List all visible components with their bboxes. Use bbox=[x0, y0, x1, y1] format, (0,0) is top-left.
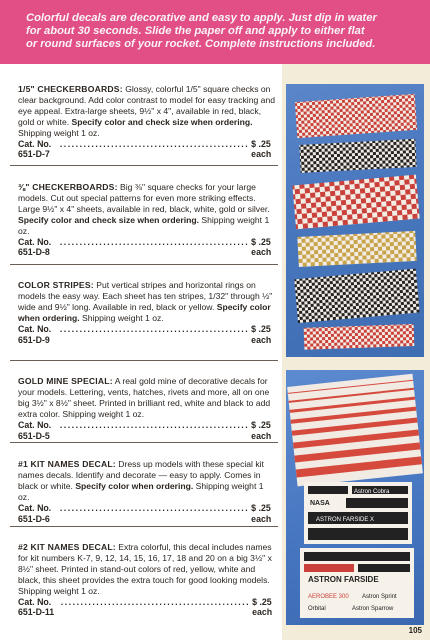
intro-banner bbox=[0, 0, 430, 64]
stripes-and-names-illustration bbox=[286, 370, 424, 625]
intro-line-2: for about 30 seconds. Slide the paper off and apply to either flat bbox=[26, 25, 365, 38]
product-title: 1/5" CHECKERBOARDS: bbox=[18, 84, 123, 94]
catalog-number: Cat. No. 651-D-8 bbox=[18, 236, 52, 258]
product-title: ⅜" CHECKERBOARDS: bbox=[18, 182, 118, 192]
catalog-number: Cat. No. 651-D-7 bbox=[18, 138, 52, 160]
leader-dots: ................................................ bbox=[59, 236, 250, 247]
product-title: GOLD MINE SPECIAL: bbox=[18, 376, 113, 386]
product-description: Extra colorful, this decal includes names for kit numbers K-7, 9, 12, 14, 15, 16, 17, 18 and 20 on a big 3½" x 8½" sheet. Printed in stand-out colors of red, yellow, white and black, this sheet provides the extra touch for good looking models. Shipping weight 1 oz. bbox=[18, 542, 272, 596]
catalog-line bbox=[18, 237, 276, 259]
product-order-note: Specify color and check size when ordering. bbox=[71, 116, 253, 127]
product-description: Glossy, colorful 1/5" square checks on clear background. Add color contrast to model for easy tracking and eye appeal. Extra-large sheets, 9½" x 4", available in red, black, gold or white. bbox=[18, 84, 275, 127]
decal-text-farside: ASTRON FARSIDE bbox=[308, 575, 379, 584]
decal-text-nasa: NASA bbox=[310, 500, 330, 507]
product-order-note: Specify color when ordering. bbox=[75, 480, 194, 491]
product-title: #1 KIT NAMES DECAL: bbox=[18, 459, 116, 469]
product-shipping: Shipping weight 1 oz. bbox=[18, 480, 264, 502]
product-description: A real gold mine of decorative decals for your models. Lettering, vents, hatches, rivets and more, all on one big 3½" x 8½" sheet. Printed in brilliant red, white and black to add extra color. Shipping weight 1 oz. bbox=[18, 376, 271, 419]
price: $ .25 each bbox=[251, 138, 272, 160]
product-checkerboard-3-8 bbox=[18, 182, 276, 258]
decal-text-aerobee: AEROBEE 300 bbox=[308, 594, 349, 600]
catalog-line bbox=[18, 324, 276, 346]
stripes-and-kit-names-photo bbox=[286, 370, 424, 625]
section-divider bbox=[10, 165, 278, 166]
leader-dots: ................................................ bbox=[59, 323, 250, 334]
catalog-number: Cat. No. 651-D-9 bbox=[18, 323, 52, 345]
black-checkerboard-sheet bbox=[299, 139, 416, 173]
decal-text-farside-x: ASTRON FARSIDE X bbox=[316, 517, 375, 523]
intro-line-1: Colorful decals are decorative and easy to apply. Just dip in water bbox=[26, 12, 377, 24]
price: $ .25 each bbox=[252, 596, 273, 618]
product-shipping: Shipping weight 1 oz. bbox=[18, 214, 270, 236]
catalog-line bbox=[18, 139, 276, 161]
decal-text-cobra: Astron Cobra bbox=[354, 489, 390, 495]
decal-text-sprint: Astron Sprint bbox=[362, 594, 397, 600]
price: $ .25 each bbox=[251, 502, 272, 524]
intro-line-3: or round surfaces of your rocket. Complete instructions included. bbox=[26, 38, 376, 51]
checkerboard-decals-illustration bbox=[286, 84, 424, 357]
section-divider bbox=[10, 360, 278, 361]
leader-dots: ................................................ bbox=[59, 419, 250, 430]
section-divider bbox=[10, 264, 278, 265]
price: $ .25 each bbox=[251, 419, 272, 441]
product-color-stripes bbox=[18, 280, 276, 345]
large-red-checkerboard-sheet bbox=[292, 175, 419, 230]
product-title: #2 KIT NAMES DECAL: bbox=[18, 542, 116, 552]
gold-checkerboard-sheet bbox=[297, 231, 416, 267]
product-kit-names-2 bbox=[18, 542, 276, 618]
color-stripes-sheet bbox=[287, 374, 423, 487]
black-checkerboard-sheet-2 bbox=[294, 269, 419, 323]
catalog-number: Cat. No. 651-D-11 bbox=[18, 596, 55, 618]
product-shipping: Shipping weight 1 oz. bbox=[18, 127, 100, 138]
kit-names-decal-sheet-1 bbox=[304, 482, 412, 544]
catalog-number: Cat. No. 651-D-5 bbox=[18, 419, 52, 441]
product-order-note: Specify color when ordering. bbox=[18, 301, 271, 323]
product-description: Put vertical stripes and horizontal rings on models the easy way. Each sheet has ten stripes, 1/32" through ½" wide and 9½" long. Available in red, black or yellow. bbox=[18, 280, 273, 312]
section-divider bbox=[10, 442, 278, 443]
catalog-number: Cat. No. 651-D-6 bbox=[18, 502, 52, 524]
price: $ .25 each bbox=[251, 236, 272, 258]
section-divider bbox=[10, 526, 278, 527]
decal-text-orbital: Orbital bbox=[308, 606, 326, 612]
red-checkerboard-sheet-2 bbox=[304, 324, 415, 350]
checkerboard-decals-photo bbox=[286, 84, 424, 357]
product-description: Big ⅜" square checks for your large models. Cut out special patterns for even more striking effects. Large 9½" x 4" sheets, available in red, black, white, gold or silver. bbox=[18, 182, 270, 214]
product-description: Dress up models with these special kit names decals. Identify and decorate — easy to apply. Comes in black or white. bbox=[18, 459, 264, 491]
product-checkerboard-1-5 bbox=[18, 84, 276, 160]
product-order-note: Specify color and check size when ordering. bbox=[18, 214, 199, 225]
price: $ .25 each bbox=[251, 323, 272, 345]
leader-dots: ................................................ bbox=[59, 138, 250, 149]
product-gold-mine-special bbox=[18, 376, 276, 441]
leader-dots: ................................................ bbox=[59, 502, 250, 513]
kit-names-decal-sheet-2 bbox=[300, 548, 414, 618]
product-kit-names-1 bbox=[18, 459, 276, 524]
catalog-line bbox=[18, 597, 276, 619]
red-checkerboard-sheet bbox=[295, 94, 417, 138]
leader-dots: ................................................ bbox=[60, 596, 251, 607]
decal-text-sparrow: Astron Sparrow bbox=[352, 606, 394, 612]
catalog-line bbox=[18, 420, 276, 442]
product-shipping: Shipping weight 1 oz. bbox=[81, 312, 164, 323]
product-title: COLOR STRIPES: bbox=[18, 280, 94, 290]
catalog-line bbox=[18, 503, 276, 525]
page-number: 105 bbox=[408, 626, 422, 635]
